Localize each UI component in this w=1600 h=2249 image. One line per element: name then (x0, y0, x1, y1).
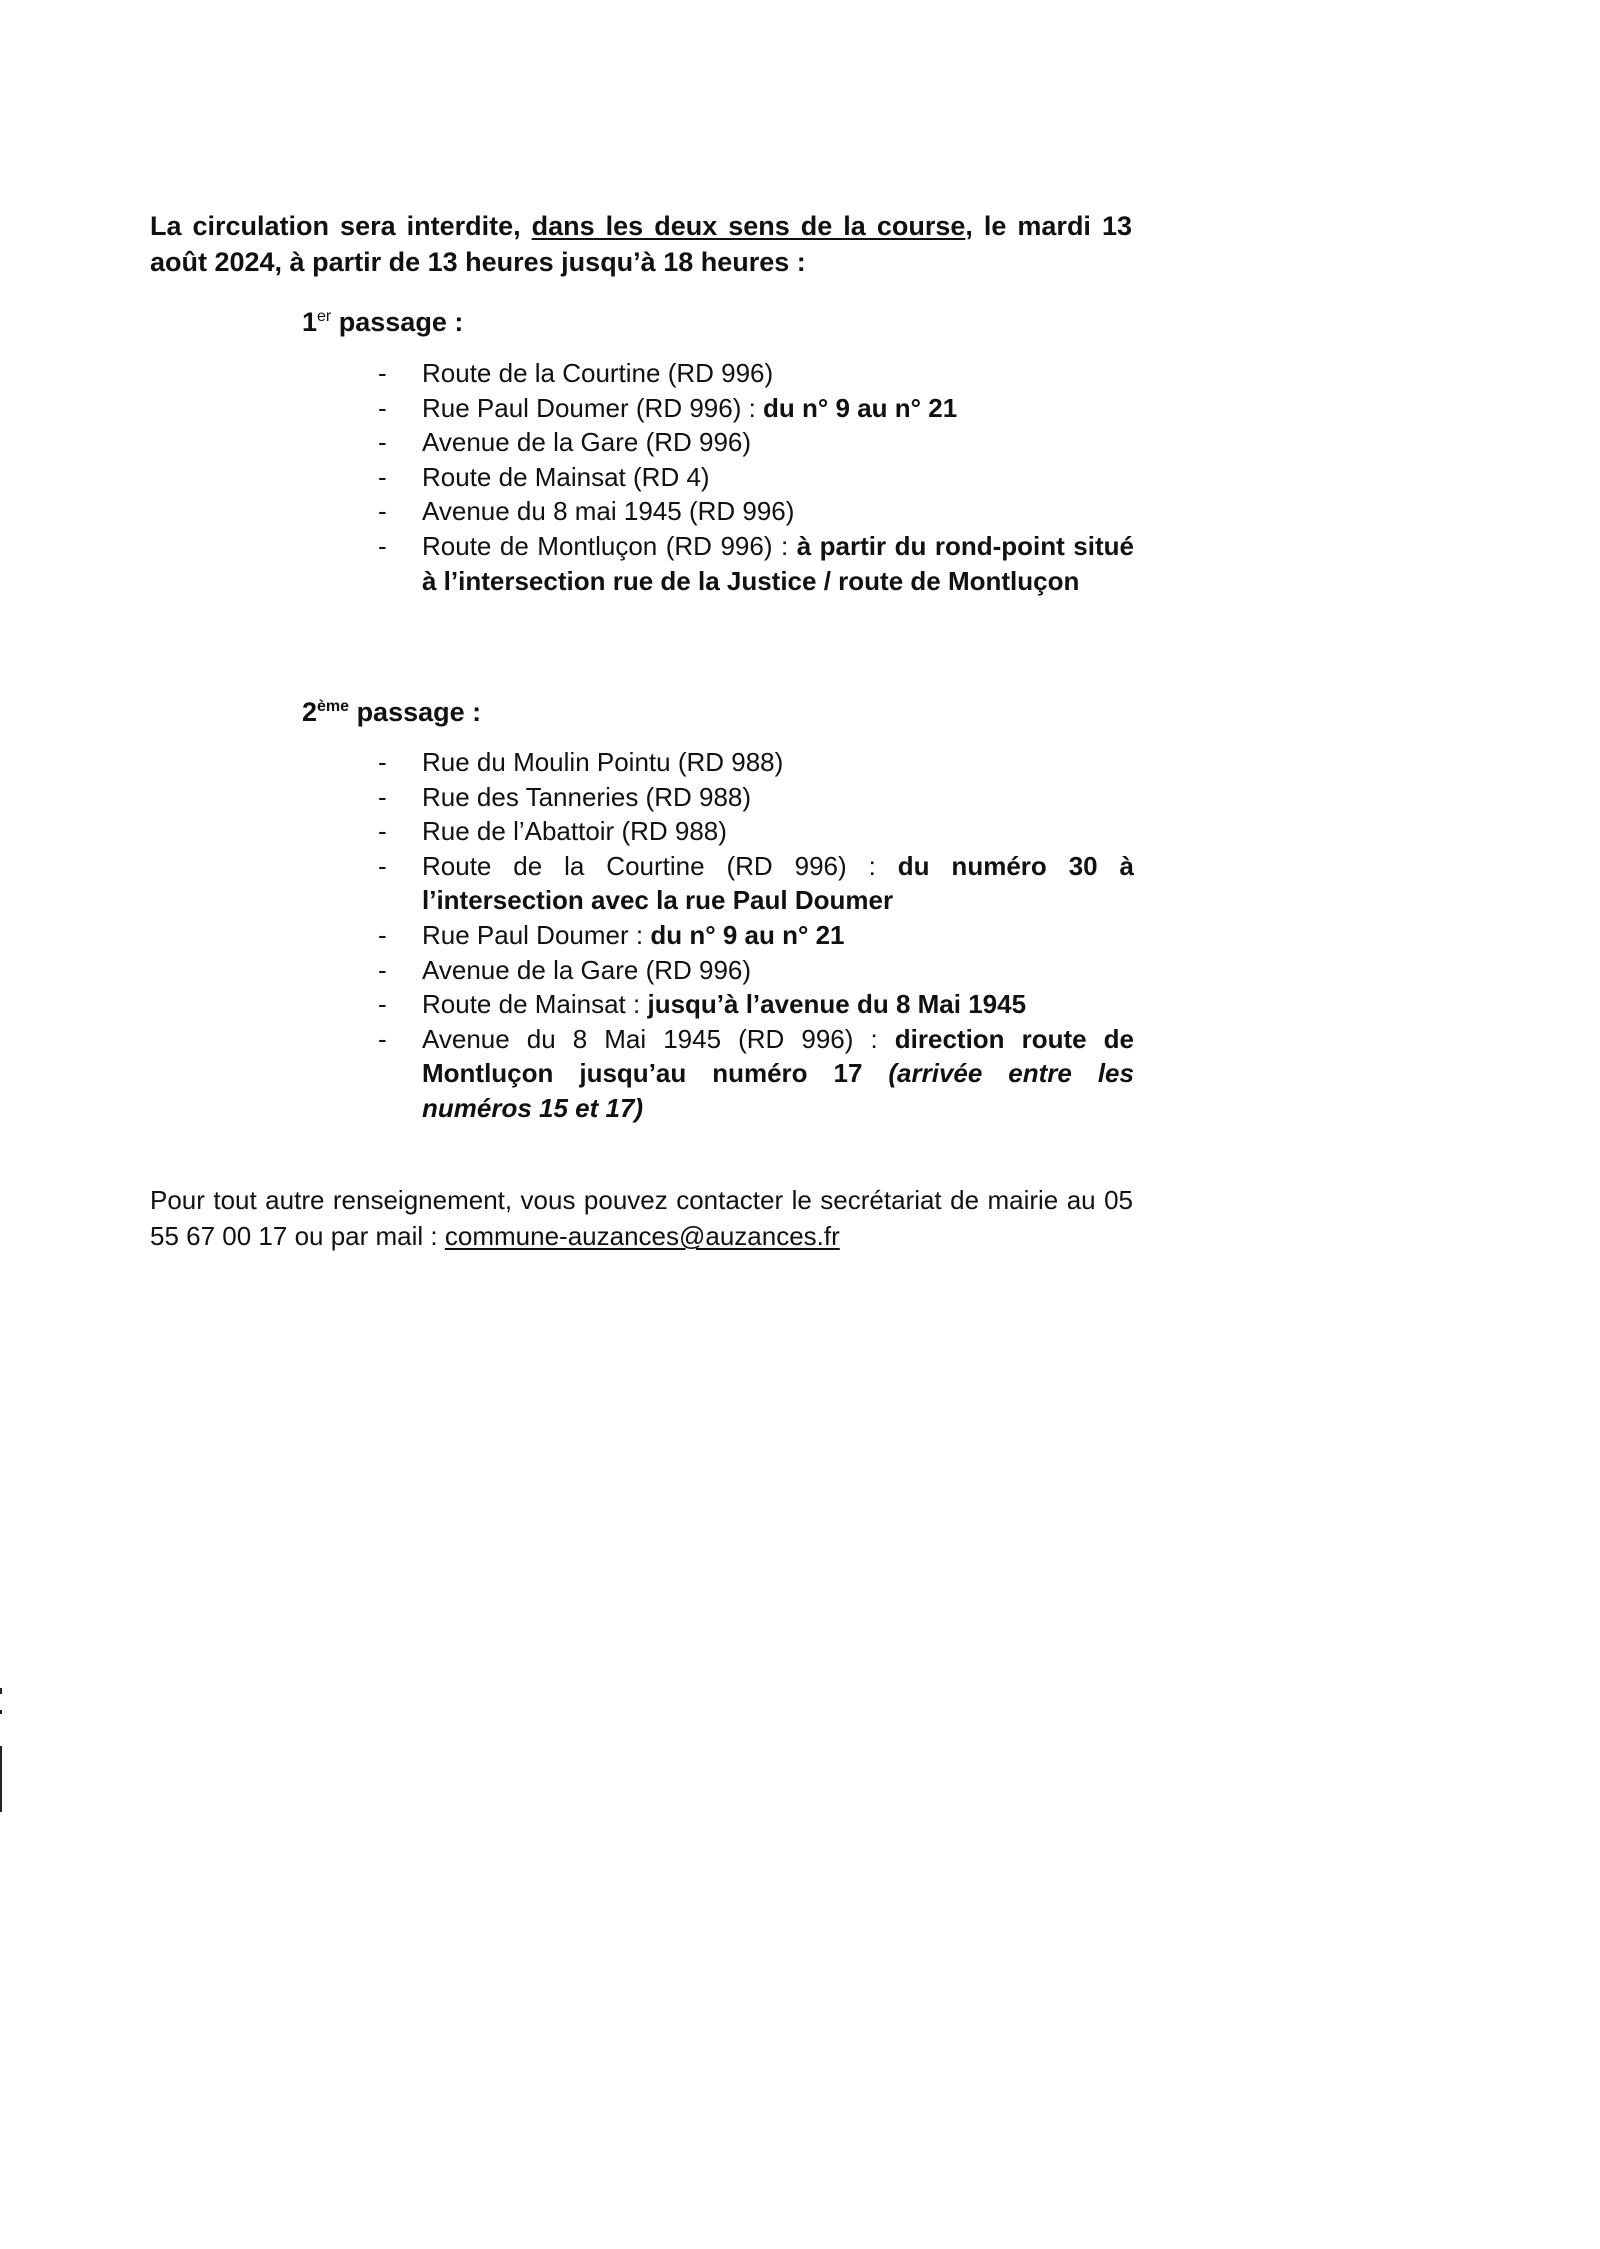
list-item (378, 814, 1134, 849)
bullet-dash: - (378, 816, 387, 847)
section-number: 2 (302, 697, 318, 727)
street-range: du numéro 30 à l’intersection avec la rue Paul Doumer (422, 850, 1135, 916)
list-item (378, 1022, 1134, 1126)
list-item (378, 391, 1134, 426)
section-ordinal-superscript: ème (317, 698, 350, 715)
street-range: du n° 9 au n° 21 (763, 392, 958, 423)
street-text: Route de Montluçon (RD 996) : (422, 530, 797, 561)
bullet-dash: - (378, 850, 387, 881)
arrival-note: (arrivée entre les numéros 15 et 17) (422, 1058, 1134, 1123)
street-range: du n° 9 au n° 21 (650, 919, 845, 950)
bullet-dash: - (378, 530, 387, 561)
section-ordinal-superscript: er (317, 308, 332, 325)
scan-margin-mark (0, 1688, 2, 1694)
street-range: jusqu’à l’avenue du 8 Mai 1945 (647, 989, 1027, 1020)
bullet-dash: - (378, 919, 387, 950)
email-link[interactable]: commune-auzances@auzances.fr (444, 1221, 840, 1251)
list-item (378, 494, 1134, 529)
section-number: 1 (302, 307, 318, 337)
list-item (378, 460, 1134, 495)
list-item (378, 356, 1134, 391)
list-item (378, 918, 1134, 953)
section-label: passage : (349, 697, 482, 727)
section-label: passage : (331, 307, 464, 337)
bullet-dash: - (378, 747, 387, 777)
street-text: Route de la Courtine (RD 996) (422, 358, 774, 388)
scan-margin-mark (0, 1710, 2, 1714)
street-text: Avenue du 8 Mai 1945 (RD 996) : (422, 1023, 895, 1054)
street-text: Route de la Courtine (RD 996) : (422, 850, 898, 881)
street-range: à partir du rond-point situé à l’intersection rue de la Justice / route de Montluçon (422, 530, 1134, 596)
bullet-dash: - (378, 781, 387, 812)
street-range: direction route de Montluçon jusqu’au numéro 17 (422, 1023, 1135, 1089)
bullet-dash: - (378, 392, 387, 423)
street-text: Rue du Moulin Pointu (RD 988) (422, 747, 784, 777)
contact-paragraph (150, 1182, 1133, 1254)
intro-text-end: , le mardi 13 août 2024, à partir de 13 heures jusqu’à 18 heures : (150, 211, 1132, 277)
list-item (378, 425, 1134, 460)
list-item (378, 849, 1134, 918)
list-item (378, 745, 1134, 780)
list-item (378, 780, 1134, 815)
section-heading-second-passage (302, 694, 481, 730)
bullet-dash: - (378, 461, 387, 492)
street-text: Rue de l’Abattoir (RD 988) (422, 816, 727, 847)
bullet-dash: - (378, 954, 387, 985)
street-text: Rue Paul Doumer : (422, 919, 651, 950)
bullet-dash: - (378, 989, 387, 1020)
section-heading-first-passage (302, 304, 463, 340)
second-passage-street-list (378, 745, 1134, 1126)
street-text: Rue des Tanneries (RD 988) (422, 781, 752, 812)
street-text: Route de Mainsat : (422, 989, 648, 1020)
list-item (378, 987, 1134, 1022)
street-text: Route de Mainsat (RD 4) (422, 461, 710, 492)
list-item (378, 529, 1134, 598)
street-text: Rue Paul Doumer (RD 996) : (422, 392, 764, 423)
intro-text-start: La circulation sera interdite, (150, 211, 532, 241)
first-passage-street-list (378, 356, 1134, 598)
street-text: Avenue de la Gare (RD 996) (422, 954, 752, 985)
bullet-dash: - (378, 496, 387, 527)
street-text: Avenue du 8 mai 1945 (RD 996) (422, 496, 795, 527)
list-item (378, 953, 1134, 988)
street-text: Avenue de la Gare (RD 996) (422, 427, 752, 458)
contact-text: Pour tout autre renseignement, vous pouvez contacter le secrétariat de mairie au 05 55 67 00 17 ou par mail : (150, 1185, 1133, 1251)
bullet-dash: - (378, 358, 387, 388)
scan-margin-mark (0, 1746, 2, 1812)
intro-underlined-text: dans les deux sens de la course (531, 211, 966, 241)
intro-paragraph (150, 208, 1132, 280)
bullet-dash: - (378, 1023, 387, 1054)
bullet-dash: - (378, 427, 387, 458)
